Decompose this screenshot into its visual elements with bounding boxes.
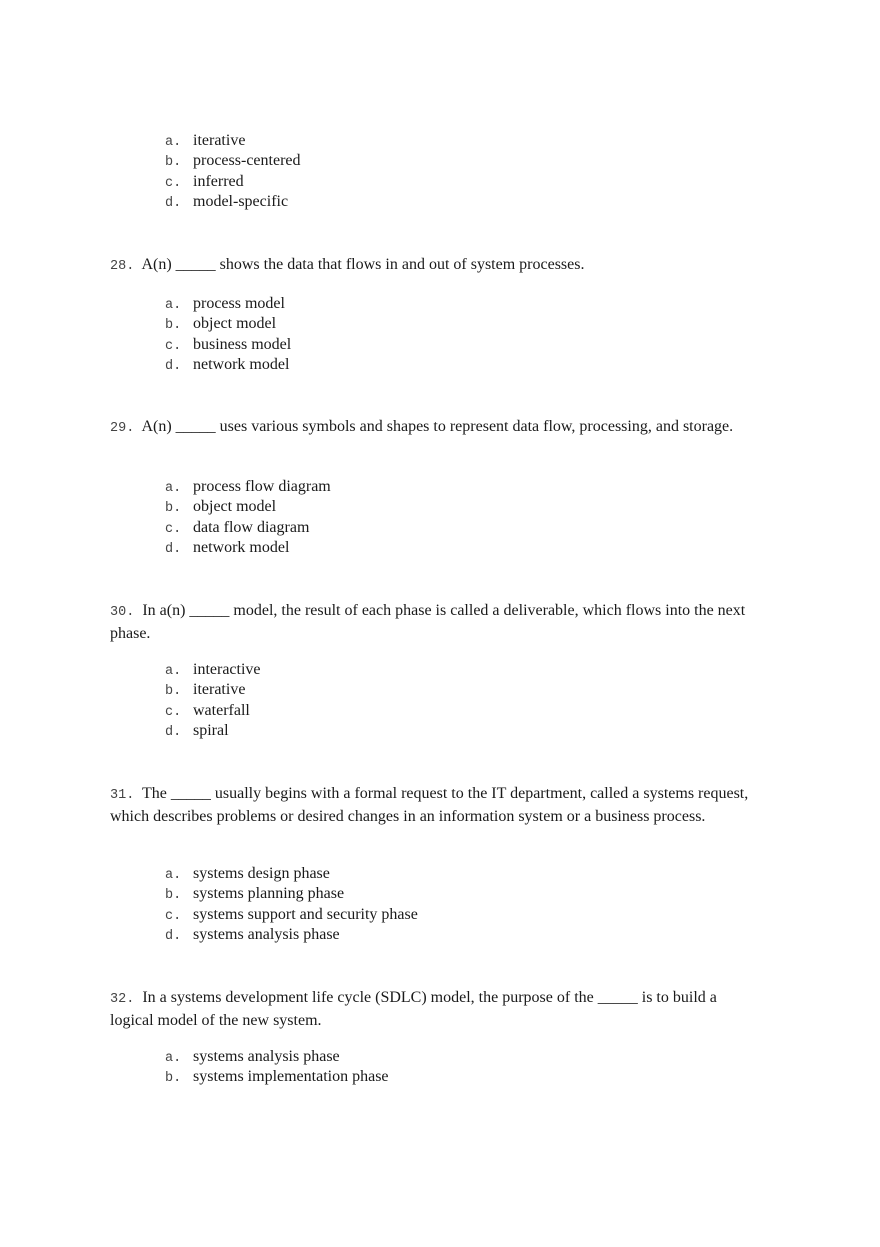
question-number: 29.	[110, 421, 135, 436]
question-text: A(n) _____ uses various symbols and shapes to represent data flow, processing, and storage.	[141, 418, 734, 435]
q28-option-c: c. business model	[165, 335, 292, 354]
q27-option-a: a. iterative	[165, 132, 246, 150]
q30-option-d: d. spiral	[165, 721, 229, 740]
q31-option-b: b. systems planning phase	[165, 885, 345, 904]
q31-option-c: c. systems support and security phase	[165, 905, 418, 924]
q31-options	[165, 864, 418, 945]
q32-option-a: a. systems analysis phase	[165, 1048, 340, 1066]
q27-options	[165, 131, 301, 212]
question-32	[110, 987, 760, 1031]
q32-option-b: b. systems implementation phase	[165, 1068, 389, 1087]
question-number: 32.	[110, 992, 135, 1007]
question-29	[110, 416, 760, 439]
q30-option-a: a. interactive	[165, 661, 261, 679]
q27-option-d: d. model-specific	[165, 192, 289, 211]
q30-option-b: b. iterative	[165, 681, 246, 700]
q29-options	[165, 477, 331, 558]
q31-option-a: a. systems design phase	[165, 865, 330, 883]
q27-option-b: b. process-centered	[165, 152, 301, 171]
q29-option-a: a. process flow diagram	[165, 478, 331, 496]
q32-options	[165, 1047, 389, 1088]
q31-option-d: d. systems analysis phase	[165, 925, 340, 944]
q29-option-c: c. data flow diagram	[165, 518, 310, 537]
question-number: 28.	[110, 259, 135, 274]
question-28	[110, 254, 760, 277]
question-text: In a(n) _____ model, the result of each phase is called a deliverable, which flows into the next phase.	[110, 602, 746, 642]
q30-option-c: c. waterfall	[165, 701, 250, 720]
question-31	[110, 783, 760, 827]
question-text: A(n) _____ shows the data that flows in and out of system processes.	[141, 256, 585, 273]
question-number: 30.	[110, 605, 135, 620]
q29-option-b: b. object model	[165, 498, 277, 517]
q27-option-c: c. inferred	[165, 172, 244, 191]
question-text: The _____ usually begins with a formal request to the IT department, called a systems request, which describes problems or desired changes in an information system or a business process.	[110, 785, 749, 825]
q30-options	[165, 660, 261, 741]
q28-option-a: a. process model	[165, 295, 285, 313]
q28-option-b: b. object model	[165, 315, 277, 334]
question-text: In a systems development life cycle (SDLC) model, the purpose of the _____ is to build a logical model of the new system.	[110, 989, 717, 1029]
q28-option-d: d. network model	[165, 355, 290, 374]
question-30	[110, 600, 760, 644]
question-number: 31.	[110, 788, 135, 803]
q29-option-d: d. network model	[165, 538, 290, 557]
q28-options	[165, 294, 291, 375]
